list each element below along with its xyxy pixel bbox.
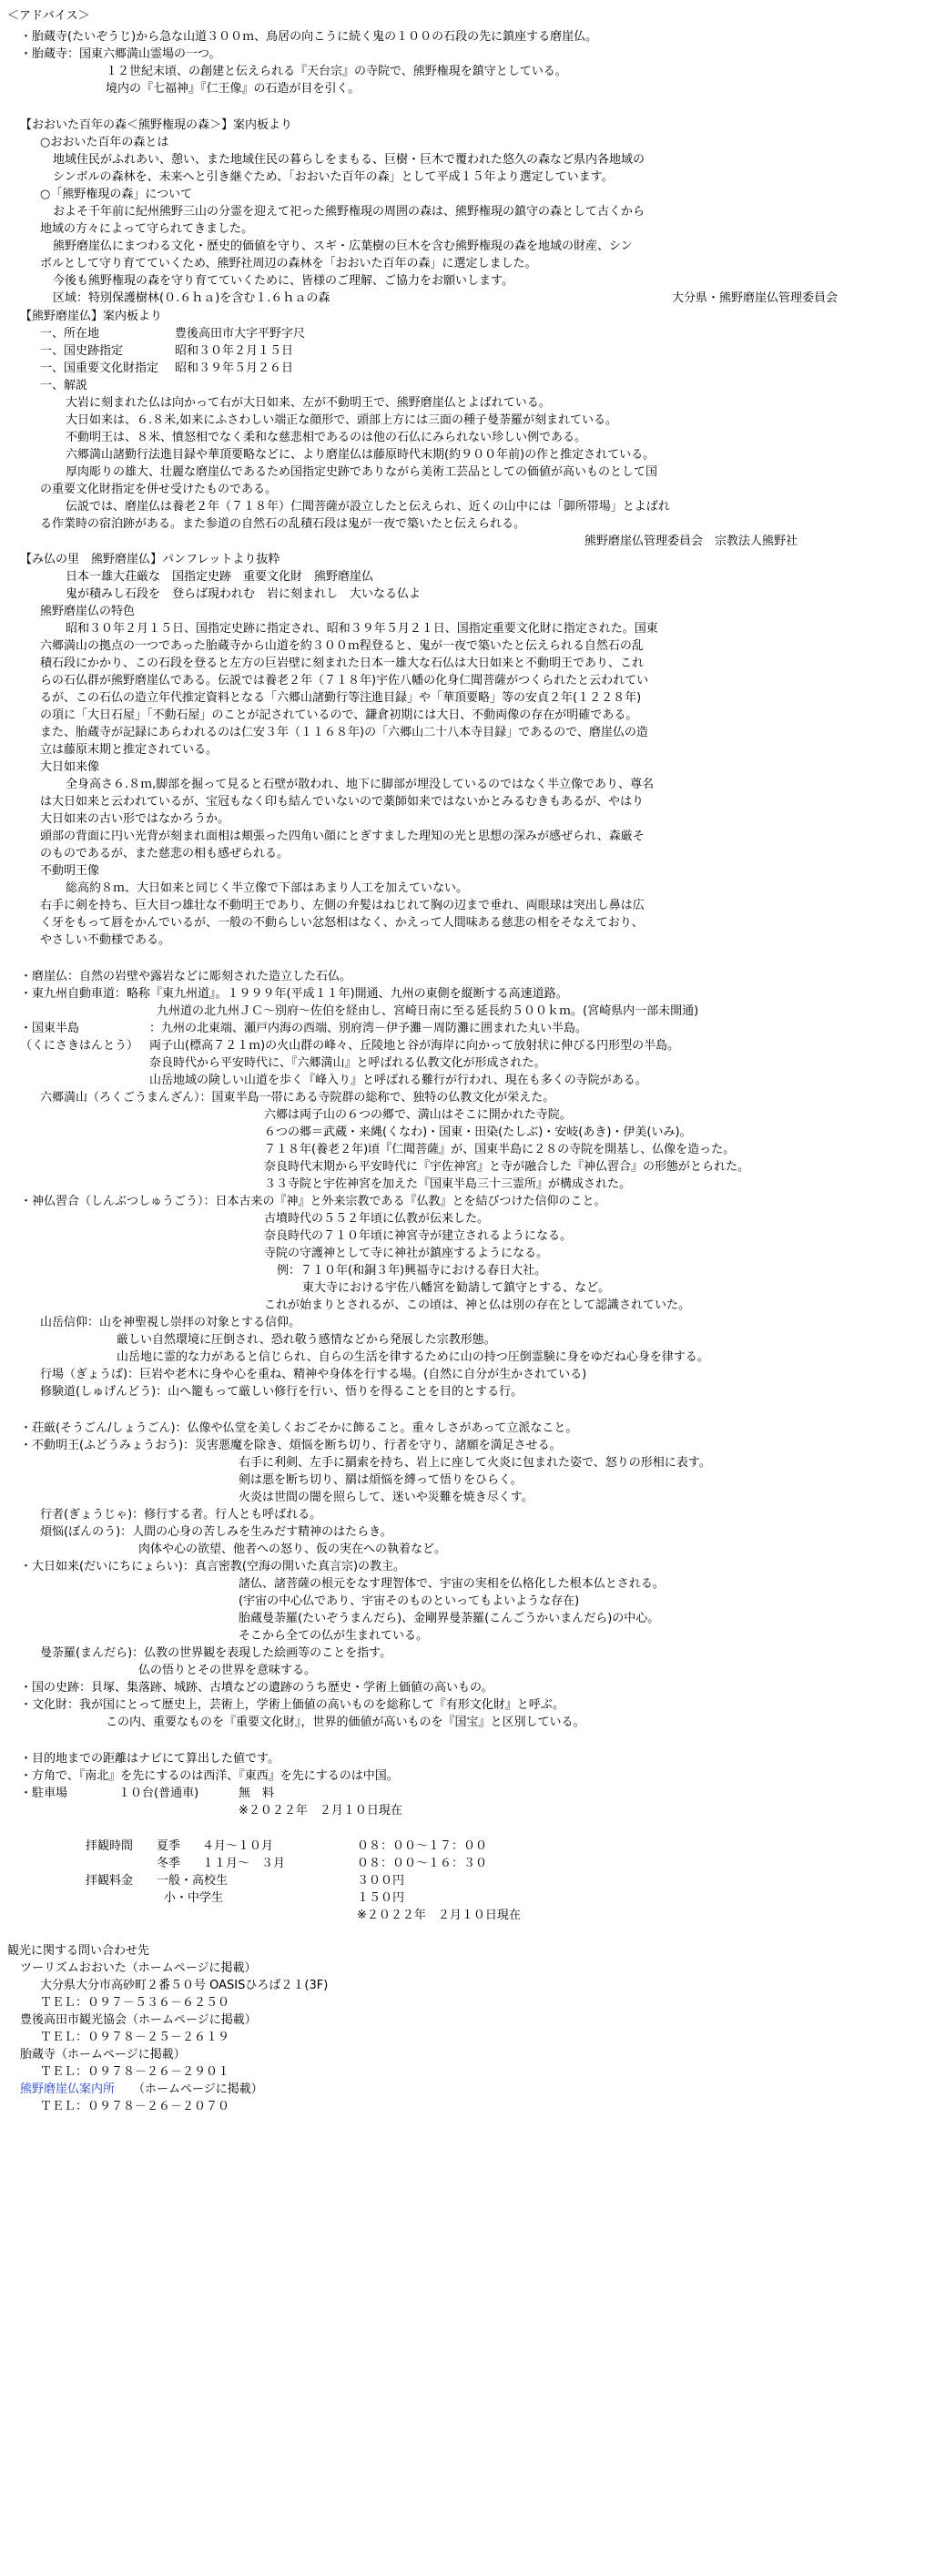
text-line: 豊後高田市観光協会（ホームページに掲載） bbox=[20, 2013, 257, 2027]
text-line: 小・中学生 bbox=[164, 1891, 224, 1905]
text-line: ・胎蔵寺：国東六郷満山霊場の一つ。 bbox=[20, 47, 221, 61]
text-line: らの石仏群が熊野磨崖仏である。伝説では養老２年（７１８年)宇佐八幡の化身仁聞菩薩がつくられたと云われてい bbox=[40, 674, 649, 687]
text-line: 煩悩(ぼんのう)：人間の心身の苦しみを生みだす精神のはたらき。 bbox=[40, 1525, 392, 1539]
text-line: 肉体や心の欲望、他者への怒り、仮の実在への執着など。 bbox=[138, 1543, 447, 1556]
text-line: 昭和３０年２月１５日、国指定史跡に指定され、昭和３９年５月２１日、国指定重要文化財に指定された。国東 bbox=[66, 622, 658, 636]
text-line: 大日如来は、６.８米,如来にふさわしい端正な顔形で、頭部上方には三面の種子曼荼羅が刻まれている。 bbox=[66, 413, 618, 427]
text-line: およそ千年前に紀州熊野三山の分霊を迎えて祀った熊野権現の周囲の森は、熊野権現の鎮守の森として古くから bbox=[53, 205, 645, 219]
text-line: ７１８年(養老２年)頃『仁聞菩薩』が、国東半島に２８の寺院を開基し、仏像を造った。 bbox=[264, 1143, 736, 1156]
text-line: 一般・高校生 bbox=[157, 1874, 229, 1888]
text-line: 寺院の守護神として寺に神社が鎮座するようになる。 bbox=[264, 1247, 549, 1260]
text-line: 地域の方々によって守られてきました。 bbox=[40, 222, 254, 236]
text-line: ・方角で、『南北』を先にするのは西洋、『東西』を先にするのは中国。 bbox=[20, 1769, 399, 1783]
text-line: ０８：００～１７：００ bbox=[357, 1839, 488, 1853]
text-line: 山岳地に霊的な力があると信じられ、自らの生活を律するために山の持つ圧倒霊験に身をゆだね心身を律する。 bbox=[117, 1350, 709, 1364]
text-line: 無 料 bbox=[239, 1787, 275, 1800]
text-line: 豊後高田市大字平野字尺 bbox=[175, 327, 306, 341]
text-line: のものであるが、また慈悲の相も感ぜられる。 bbox=[40, 847, 290, 860]
text-line: 火炎は世間の闇を照らして、迷いや災難を焼き尽くす。 bbox=[239, 1491, 534, 1504]
text-line: 厳しい自然環境に圧倒され、恐れ敬う感情などから発展した宗教形態。 bbox=[117, 1333, 496, 1347]
text-line: 不動明王は、８米、憤怒相でなく柔和な慈悲相であるのは他の石仏にみられない珍しい例である。 bbox=[66, 431, 587, 444]
text-line: 昭和３０年２月１５日 bbox=[175, 344, 294, 358]
text-line: ３３寺院と宇佐神宮を加えた『国東半島三十三霊所』が構成された。 bbox=[264, 1177, 632, 1191]
text-line: 山岳信仰：山を神聖視し崇拝の対象とする信仰。 bbox=[40, 1316, 301, 1329]
text-line: ・国東半島 bbox=[20, 1022, 80, 1035]
text-line: ＴＥＬ：０９７８－２６－２０７０ bbox=[40, 2100, 230, 2113]
text-line: 今後も熊野権現の森を守り育てていくために、皆様のご理解、ご協力をお願いします。 bbox=[53, 274, 513, 288]
text-line: ＴＥＬ：０９７８－２６－２９０１ bbox=[40, 2065, 230, 2079]
text-line: １２世紀末頃、の創建と伝えられる『天台宗』の寺院で、熊野権現を鎮守としている。 bbox=[106, 65, 567, 78]
text-line: 観光に関する問い合わせ先 bbox=[7, 1944, 150, 1958]
text-line: ○「熊野権現の森」について bbox=[40, 188, 193, 201]
text-line: 熊野磨崖仏にまつわる文化・歴史的価値を守り、スギ・広葉樹の巨木を含む熊野権現の森を地域の財産、シン bbox=[53, 239, 633, 253]
text-line: ４月～１０月 bbox=[202, 1839, 274, 1853]
text-line: また、胎蔵寺が記録にあらわれるのは仁安３年（１１６８年)の「六郷山二十八本寺目録」であるので、磨崖仏の造 bbox=[40, 726, 648, 739]
text-line: 例：７１０年(和銅３年)興福寺における春日大社。 bbox=[277, 1264, 547, 1278]
text-line: 鬼が積みし石段を 登らば現われむ 岩に刻まれし 大いなる仏よ bbox=[66, 587, 422, 601]
text-line: 修験道(しゅげんどう)：山へ籠もって厳しい修行を行い、悟りを得ることを目的とする行。 bbox=[40, 1385, 523, 1399]
text-line: 一、所在地 bbox=[40, 327, 100, 341]
text-line: １０台(普通車) bbox=[118, 1787, 199, 1800]
text-line: 拝観料金 bbox=[86, 1874, 134, 1888]
text-line: 熊野磨崖仏の特色 bbox=[40, 605, 136, 618]
text-line: 積石段にかかり、この石段を登ると左方の巨岩壁に刻まれた日本一雄大な石仏は大日如来と不動明王であり、これ bbox=[40, 657, 645, 670]
text-line: ボルとして守り育てていくため、熊野社周辺の森林を「おおいた百年の森」に選定しました。 bbox=[40, 257, 537, 270]
text-line: 山岳地域の険しい山道を歩く『峰入り』と呼ばれる難行が行われ、現在も多くの寺院がある。 bbox=[149, 1074, 647, 1087]
text-line: 大分県・熊野磨崖仏管理委員会 bbox=[672, 291, 839, 305]
text-line: ６つの郷＝武蔵・来縄(くなわ)・国東・田染(たしぶ)・安岐(あき)・伊美(いみ)。 bbox=[264, 1125, 692, 1139]
text-line: ＴＥＬ：０９７８－２５－２６１９ bbox=[40, 2031, 230, 2044]
text-line: ・神仏習合（しんぶつしゅうごう）：日本古来の『神』と外来宗教である『仏教』とを結びつけた信仰のこと。 bbox=[20, 1195, 606, 1208]
text-line: 【み仏の里 熊野磨崖仏】パンフレットより抜粋 bbox=[20, 553, 280, 566]
text-line: 六郷満山諸勤行法進目録や華頂要略などに、より磨崖仏は藤原時代末期(約９００年前)の作と推定されている。 bbox=[66, 448, 656, 462]
text-line: 奈良時代末期から平安時代に『宇佐神宮』と寺が融合した『神仏習合』の形態がとられた。 bbox=[264, 1160, 750, 1174]
text-line: 古墳時代の５５２年頃に仏教が伝来した。 bbox=[264, 1212, 490, 1226]
text-line: 【熊野磨崖仏】案内板より bbox=[20, 310, 163, 323]
text-line: ・荘厳(そうごん/しょうごん)：仏像や仏堂を美しくおごそかに飾ること。重々しさがあって立派なこと。 bbox=[20, 1421, 578, 1435]
text-line: 九州道の北九州ＪＣ～別府～佐伯を経由し、宮崎日南に至る延長約５００ｋｍ。(宮崎県内一部未開通) bbox=[157, 1004, 699, 1018]
text-line: 大岩に刻まれた仏は向かって右が大日如来、左が不動明王で、熊野磨崖仏とよばれている。 bbox=[66, 396, 551, 410]
text-line: 伝説では、磨崖仏は養老２年（７１８年）仁聞菩薩が設立したと伝えられ、近くの山中には「御所帯場」とよばれ bbox=[66, 500, 670, 514]
text-line: 境内の『七福神』『仁王像』の石造が目を引く。 bbox=[106, 82, 361, 96]
text-line: 奈良時代から平安時代に、『六郷満山』と呼ばれる仏教文化が形成された。 bbox=[149, 1056, 546, 1070]
text-line: （ホームページに掲載） bbox=[133, 2082, 263, 2096]
text-line: ：九州の北東端、瀬戸内海の西端、別府湾－伊予灘－周防灘に囲まれた丸い半島。 bbox=[149, 1022, 588, 1035]
info-center-link[interactable]: 熊野磨崖仏案内所 bbox=[20, 2082, 116, 2096]
text-line: 六郷満山の拠点の一つであった胎蔵寺から山道を約３００ｍ程登ると、鬼が一夜で築いたと伝えられる自然石の乱 bbox=[40, 639, 644, 653]
text-line: 仏の悟りとその世界を意味する。 bbox=[138, 1664, 317, 1677]
text-line: 【おおいた百年の森＜熊野権現の森＞】案内板より bbox=[20, 118, 293, 132]
text-line: １１月～ ３月 bbox=[202, 1857, 286, 1870]
text-line: ・駐車場 bbox=[20, 1787, 68, 1800]
text-line: ツーリズムおおいた（ホームページに掲載） bbox=[20, 1961, 257, 1975]
text-line: 頭部の背面に円い光背が刻まれ面相は頬張った四角い顔にとぎすました理知の光と思想の深みが感ぜられ、森厳そ bbox=[40, 830, 645, 843]
text-line: るが、この石仏の造立年代推定資料となる「六郷山諸勤行等注進目録」や「華頂要略」等の安貞２年(１２２８年) bbox=[40, 691, 642, 705]
text-line: 右手に利剣、左手に羂索を持ち、岩上に座して火炎に包まれた姿で、怒りの形相に表す。 bbox=[239, 1456, 711, 1470]
text-line: 区域：特別保護樹林(０.６ｈａ)を含む１.６ｈａの森 bbox=[53, 291, 330, 305]
text-line: ※２０２２年 ２月１０日現在 bbox=[239, 1804, 402, 1817]
text-line: ３００円 bbox=[357, 1874, 405, 1888]
text-line: ・大日如来(だいにちにょらい)：真言密教(空海の開いた真言宗)の教主。 bbox=[20, 1560, 406, 1573]
text-line: 奈良時代の７１０年頃に神宮寺が建立されるようになる。 bbox=[264, 1229, 573, 1243]
text-line: 冬季 bbox=[157, 1857, 181, 1870]
text-line: は大日如来と云われているが、宝冠もなく印も結んでいないので薬師如来ではないかとみるむきもあるが、やはり bbox=[40, 795, 645, 809]
text-line: 不動明王像 bbox=[40, 864, 100, 878]
text-line: 一、国史跡指定 bbox=[40, 344, 124, 358]
text-line: ・磨崖仏：自然の岩壁や露岩などに彫刻された造立した石仏。 bbox=[20, 970, 352, 983]
text-line: 胎蔵寺（ホームページに掲載） bbox=[20, 2048, 186, 2062]
text-line: ・文化財：我が国にとって歴史上，芸術上，学術上価値の高いものを総称して『有形文化財』と呼ぶ。 bbox=[20, 1698, 565, 1712]
text-line: ※２０２２年 ２月１０日現在 bbox=[357, 1909, 521, 1922]
text-line: 大日如来の古い形ではなかろうか。 bbox=[40, 812, 230, 826]
text-line: 一、国重要文化財指定 bbox=[40, 361, 159, 375]
text-line: ・国の史跡：貝塚、集落跡、城跡、古墳などの遺跡のうち歴史・学術上価値の高いもの。 bbox=[20, 1681, 493, 1695]
text-line: 六郷は両子山の６つの郷で、満山はそこに開かれた寺院。 bbox=[264, 1108, 572, 1122]
text-line: シンボルの森林を、未来へと引き継ぐため、「おおいた百年の森」として平成１５年より選定しています。 bbox=[53, 170, 614, 184]
text-line: この内、重要なものを『重要文化財』，世界的価値が高いものを『国宝』と区別している。 bbox=[106, 1716, 585, 1729]
text-line: ○おおいた百年の森とは bbox=[40, 136, 169, 149]
text-line: 胎蔵曼荼羅(たいぞうまんだら)、金剛界曼荼羅(こんごうかいまんだら)の中心。 bbox=[239, 1612, 660, 1625]
text-line: ・不動明王(ふどうみょうおう)：災害悪魔を除き、煩悩を断ち切り、行者を守り、諸願を満足させる。 bbox=[20, 1439, 562, 1452]
text-line: やさしい不動様である。 bbox=[40, 933, 171, 947]
text-line: ・東九州自動車道：略称『東九州道』。１９９９年(平成１１年)開通、九州の東側を縦断する高速道路。 bbox=[20, 987, 568, 1001]
text-line: 大日如来像 bbox=[40, 760, 100, 774]
text-line: 六郷満山（ろくごうまんざん）：国東半島一帯にある寺院群の総称で、独特の仏教文化が栄えた。 bbox=[40, 1091, 555, 1105]
text-line: 地域住民がふれあい、憩い、また地域住民の暮らしをまもる、巨樹・巨木で覆われた悠久の森など県内各地域の bbox=[53, 153, 645, 167]
text-line: ＴＥＬ：０９７－５３６－６２５０ bbox=[40, 1996, 230, 2010]
text-line: 右手に剣を持ち、巨大目つ雄壮な不動明王であり、左側の弁髪はねじれて胸の辺まで垂れ、両眼球は突出し鼻は広 bbox=[40, 899, 645, 912]
text-line: る作業時の宿泊跡がある。また参道の自然石の乱積石段は鬼が一夜で築いたと伝えられる。 bbox=[40, 517, 526, 531]
text-line: そこから全ての仏が生まれている。 bbox=[239, 1629, 429, 1643]
text-line: 熊野磨崖仏管理委員会 宗教法人熊野社 bbox=[584, 535, 798, 548]
text-line: 立は藤原末期と推定されている。 bbox=[40, 743, 219, 757]
text-line: 東大寺における宇佐八幡宮を勧請して鎮守とする、など。 bbox=[302, 1281, 611, 1295]
text-line: 全身高さ６.８ｍ,脚部を掘って見ると石壁が散われ、地下に脚部が埋没しているのではなく半立像であり、尊名 bbox=[66, 778, 655, 791]
text-line: 諸仏、諸菩薩の根元をなす理智体で、宇宙の実相を仏格化した根本仏とされる。 bbox=[239, 1577, 665, 1591]
text-line: これが始まりとされるが、この頃は、神と仏は別の存在として認識されていた。 bbox=[264, 1298, 691, 1312]
text-line: 昭和３９年５月２６日 bbox=[175, 361, 294, 375]
text-line: 曼荼羅(まんだら)：仏教の世界観を表現した絵画等のことを指す。 bbox=[40, 1646, 392, 1660]
text-line: （くにさきはんとう） bbox=[20, 1039, 139, 1053]
text-line: 大分県大分市高砂町２番５０号 OASISひろば２１(3F) bbox=[40, 1979, 329, 1992]
text-line: １５０円 bbox=[357, 1891, 405, 1905]
text-line: ・目的地までの距離はナビにて算出した値です。 bbox=[20, 1752, 280, 1766]
text-line: 総高約８ｍ、大日如来と同じく半立像で下部はあまり人工を加えていない。 bbox=[66, 881, 469, 895]
text-line: 拝観時間 bbox=[86, 1839, 134, 1853]
text-line: 行者(ぎょうじゃ)：修行する者。行人とも呼ばれる。 bbox=[40, 1508, 322, 1522]
text-line: 一、解説 bbox=[40, 379, 88, 392]
text-line: (宇宙の中心仏であり、宇宙そのものといってもよいような存在) bbox=[239, 1594, 580, 1608]
text-line: の項に「大日石屋」「不動石屋」のことが記されているので、鎌倉初期には大日、不動両像の存在が明確である。 bbox=[40, 708, 638, 722]
text-line: ０８：００～１６：３０ bbox=[357, 1857, 488, 1870]
text-line: ・胎蔵寺(たいぞうじ)から急な山道３００ｍ、鳥居の向こうに続く鬼の１００の石段の先に鎮座する磨崖仏。 bbox=[20, 30, 598, 44]
text-line: の重要文化財指定を併せ受けたものである。 bbox=[40, 483, 278, 496]
text-line: 行場（ぎょうば)：巨岩や老木に身や心を重ね、精神や身体を行する場。(自然に自分が生かされている) bbox=[40, 1368, 587, 1381]
text-line: 厚肉彫りの雄大、壮麗な磨崖仏であるため国指定史跡でありながら美術工芸品としての価値が高いものとして国 bbox=[66, 465, 658, 479]
text-line: 剣は悪を断ち切り、羂は煩悩を縛って悟りをひらく。 bbox=[239, 1473, 523, 1487]
text-line: ＜アドバイス＞ bbox=[7, 9, 90, 23]
text-line: く牙をもって唇をかんでいるが、一般の不動らしい忿怒相はなく、かえって人間味ある慈悲の相をそなえており、 bbox=[40, 916, 644, 930]
text-line: 夏季 bbox=[157, 1839, 181, 1853]
text-line: 両子山(標高７２１ｍ)の火山群の峰々、丘陵地と谷が海岸に向かって放射状に伸びる円形型の半島。 bbox=[149, 1039, 680, 1053]
text-line: 日本一雄大荘厳な 国指定史跡 重要文化財 熊野磨崖仏 bbox=[66, 570, 374, 584]
